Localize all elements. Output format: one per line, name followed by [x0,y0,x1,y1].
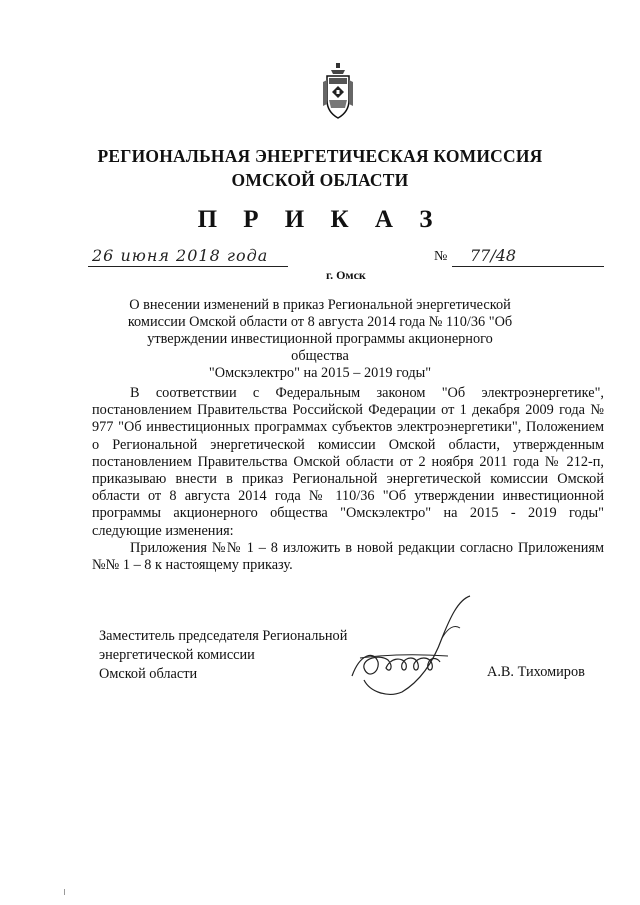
subject-line: утверждении инвестиционной программы акционерного общества [147,331,493,364]
body-paragraph: Приложения №№ 1 – 8 изложить в новой редакции согласно Приложениям №№ 1 – 8 к настоящему приказу. [92,539,604,574]
position-line: энергетической комиссии [99,647,255,663]
coat-of-arms-emblem [323,62,353,122]
position-line: Омской области [99,666,198,682]
date-underline [88,266,288,267]
document-subject [120,297,520,382]
organization-name-line2: ОМСКОЙ ОБЛАСТИ [231,170,409,190]
handwritten-signature [330,588,500,698]
subject-line: "Омскэлектро" на 2015 – 2019 годы" [208,365,432,381]
subject-line: комиссии Омской области от 8 августа 2014 года № 110/36 "Об [127,314,513,330]
handwritten-number: 77/48 [470,246,517,265]
document-body [92,385,604,574]
scan-speck [64,889,67,895]
number-underline [452,266,604,267]
handwritten-date: 26 июня 2018 года [92,246,269,265]
number-sign: № [434,249,448,264]
subject-line: О внесении изменений в приказ Региональной энергетической [129,297,511,313]
position-line: Заместитель председателя Региональной [99,628,348,644]
body-paragraph: В соответствии с Федеральным законом "Об электроэнергетике", постановлением Правительства Российской Федерации от 1 декабря 2009 года № 977 "Об инвестиционных программах субъектов электроэнергетики", Положением о Региональной энергетической комиссии Омской области, утвержденным постановлением Правительства Омской области от 2 ноября 2011 года № 212-п, приказываю внести в приказ Региональной энергетической комиссии Омской области от 8 августа 2014 года № 110/36 "Об утверждении инвестиционной программы акционерного общества "Омскэлектро" на 2015 - 2019 годы" следующие изменения: [92,385,604,539]
document-title: П Р И К А З [197,206,443,233]
signatory-name: А.В. Тихомиров [487,664,585,680]
organization-name-line1: РЕГИОНАЛЬНАЯ ЭНЕРГЕТИЧЕСКАЯ КОМИССИЯ [97,146,543,166]
city-label: г. Омск [326,268,366,282]
